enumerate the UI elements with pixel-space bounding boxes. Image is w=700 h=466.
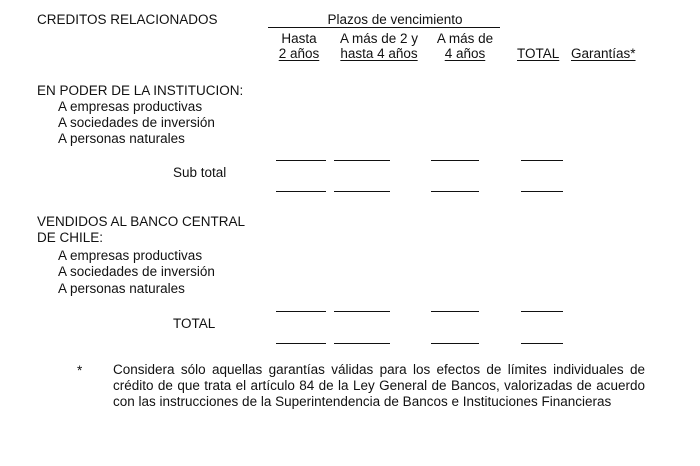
section1-title: EN PODER DE LA INSTITUCION:	[37, 83, 244, 98]
section-title: CREDITOS RELACIONADOS	[37, 12, 218, 27]
footnote-marker: *	[77, 363, 83, 378]
col-4plus-line2: 4 años	[444, 46, 486, 61]
group-title: Plazos de vencimiento	[327, 12, 463, 27]
col-total: TOTAL	[517, 46, 560, 61]
footnote-text: Considera sólo aquellas garantías válidas para los efectos de límites individuales de crédito de que trata el artículo 84 de la Ley General de Bancos, valorizadas de acuerdo con las instrucciones de la Superintendencia de Bancos e Instituciones Financieras	[113, 362, 645, 409]
subtotal-bottom-line	[521, 191, 563, 192]
total-bottom-line	[334, 343, 390, 344]
col-2-4-line1: A más de 2 y	[339, 31, 419, 46]
total-top-line	[521, 311, 563, 312]
total-top-line	[276, 311, 326, 312]
subtotal-top-line	[334, 160, 390, 161]
total-bottom-line	[276, 343, 326, 344]
subtotal-bottom-line	[334, 191, 390, 192]
subtotal-label: Sub total	[173, 165, 227, 180]
subtotal-top-line	[431, 160, 479, 161]
total-top-line	[334, 311, 390, 312]
subtotal-bottom-line	[276, 191, 326, 192]
subtotal-top-line	[521, 160, 563, 161]
section2-row-personas: A personas naturales	[58, 281, 185, 296]
subtotal-bottom-line	[431, 191, 479, 192]
section2-title-line1: VENDIDOS AL BANCO CENTRAL	[37, 214, 246, 229]
section2-row-sociedades: A sociedades de inversión	[58, 264, 215, 279]
col-hasta-line1: Hasta	[281, 31, 317, 46]
section2-title-line2: DE CHILE:	[37, 230, 104, 245]
section2-row-empresas: A empresas productivas	[58, 248, 203, 263]
col-2-4-line2: hasta 4 años	[340, 46, 418, 61]
total-bottom-line	[521, 343, 563, 344]
total-label: TOTAL	[173, 316, 216, 331]
group-title-underline	[268, 27, 500, 28]
subtotal-top-line	[276, 160, 326, 161]
section1-row-sociedades: A sociedades de inversión	[58, 115, 215, 130]
col-garantias: Garantías*	[571, 46, 636, 61]
section1-row-personas: A personas naturales	[58, 131, 185, 146]
col-4plus-line1: A más de	[436, 31, 494, 46]
col-hasta-line2: 2 años	[278, 46, 320, 61]
section1-row-empresas: A empresas productivas	[58, 99, 203, 114]
total-bottom-line	[431, 343, 479, 344]
total-top-line	[431, 311, 479, 312]
